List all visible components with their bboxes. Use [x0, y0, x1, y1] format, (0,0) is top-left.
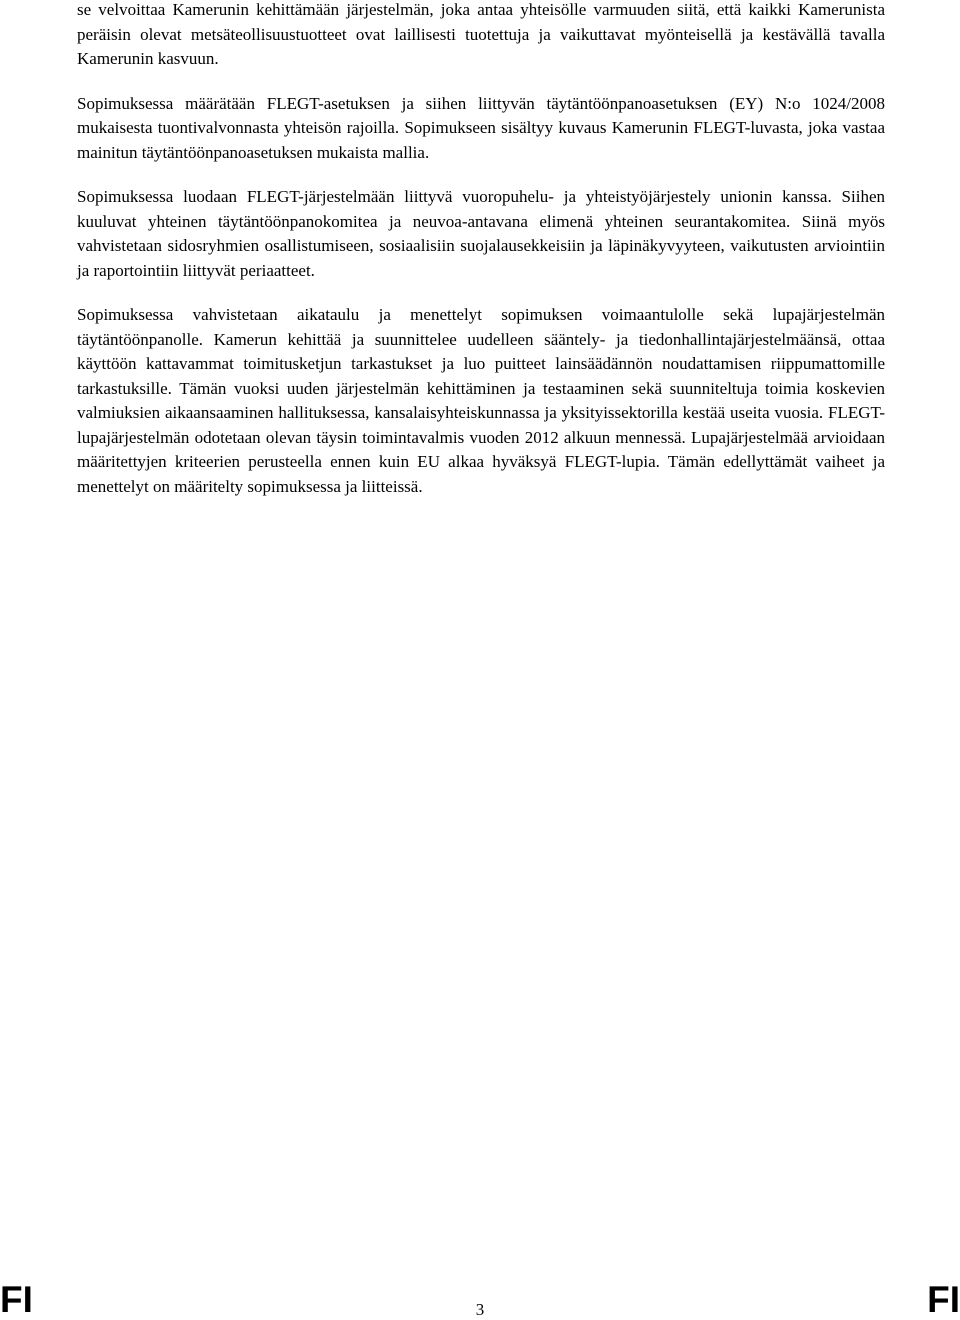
footer-language-code-left: FI: [0, 1279, 33, 1320]
paragraph-import-controls: Sopimuksessa määrätään FLEGT-asetuksen ja siihen liittyvän täytäntöönpanoasetuksen (EY) N:o 1024/2008 mukaisesta tuontivalvonnasta yhteisön rajoilla. Sopimukseen sisältyy kuvaus Kamerunin FLEGT-luvasta, joka vastaa mainitun täytäntöönpanoasetuksen mukaista mallia.: [77, 93, 885, 162]
paragraph-timetable: Sopimuksessa vahvistetaan aikataulu ja menettelyt sopimuksen voimaantulolle sekä lupajärjestelmän täytäntöönpanolle. Kamerun kehittää ja suunnittelee uudelleen sääntely- ja tiedonhallintajärjestelmäänsä, ottaa käyttöön kattavammat toimitusketjun tarkastukset ja luo puitteet lainsäädännön noudattamisen riippumattomille tarkastuksille. Tämän vuoksi uuden järjestelmän kehittäminen ja testaaminen sekä suunniteltuja toimia koskevien valmiuksien aikaansaaminen hallituksessa, kansalaisyhteiskunnassa ja yksityissektorilla kestää useita vuosia. FLEGT-lupajärjestelmän odotetaan olevan täysin toimintavalmis vuoden 2012 alkuun mennessä. Lupajärjestelmää arvioidaan määritettyjen kriteerien perusteella ennen kuin EU alkaa hyväksyä FLEGT-lupia. Tämän edellyttämät vaiheet ja menettelyt on määritelty sopimuksessa ja liitteissä.: [77, 305, 885, 496]
paragraph-dialogue-cooperation: Sopimuksessa luodaan FLEGT-järjestelmään liittyvä vuoropuhelu- ja yhteistyöjärjestely unionin kanssa. Siihen kuuluvat yhteinen täytäntöönpanokomitea ja neuvoa-antavana elimenä yhteinen seurantakomitea. Siinä myös vahvistetaan sidosryhmien osallistumiseen, sosiaalisiin suojalausekkeisiin ja läpinäkyvyyteen, vaikutusten arviointiin ja raportointiin liittyvät periaatteet.: [77, 187, 885, 280]
document-body: [77, 0, 885, 519]
footer-language-code-right: FI: [927, 1279, 960, 1320]
paragraph-continuation: se velvoittaa Kamerunin kehittämään järjestelmän, joka antaa yhteisölle varmuuden siitä, että kaikki Kamerunista peräisin olevat metsäteollisuustuotteet ovat laillisesti tuotettuja ja vaikuttavat myönteisellä ja kestävällä tavalla Kamerunin kasvuun.: [77, 0, 885, 68]
page-number: 3: [475, 1300, 485, 1319]
